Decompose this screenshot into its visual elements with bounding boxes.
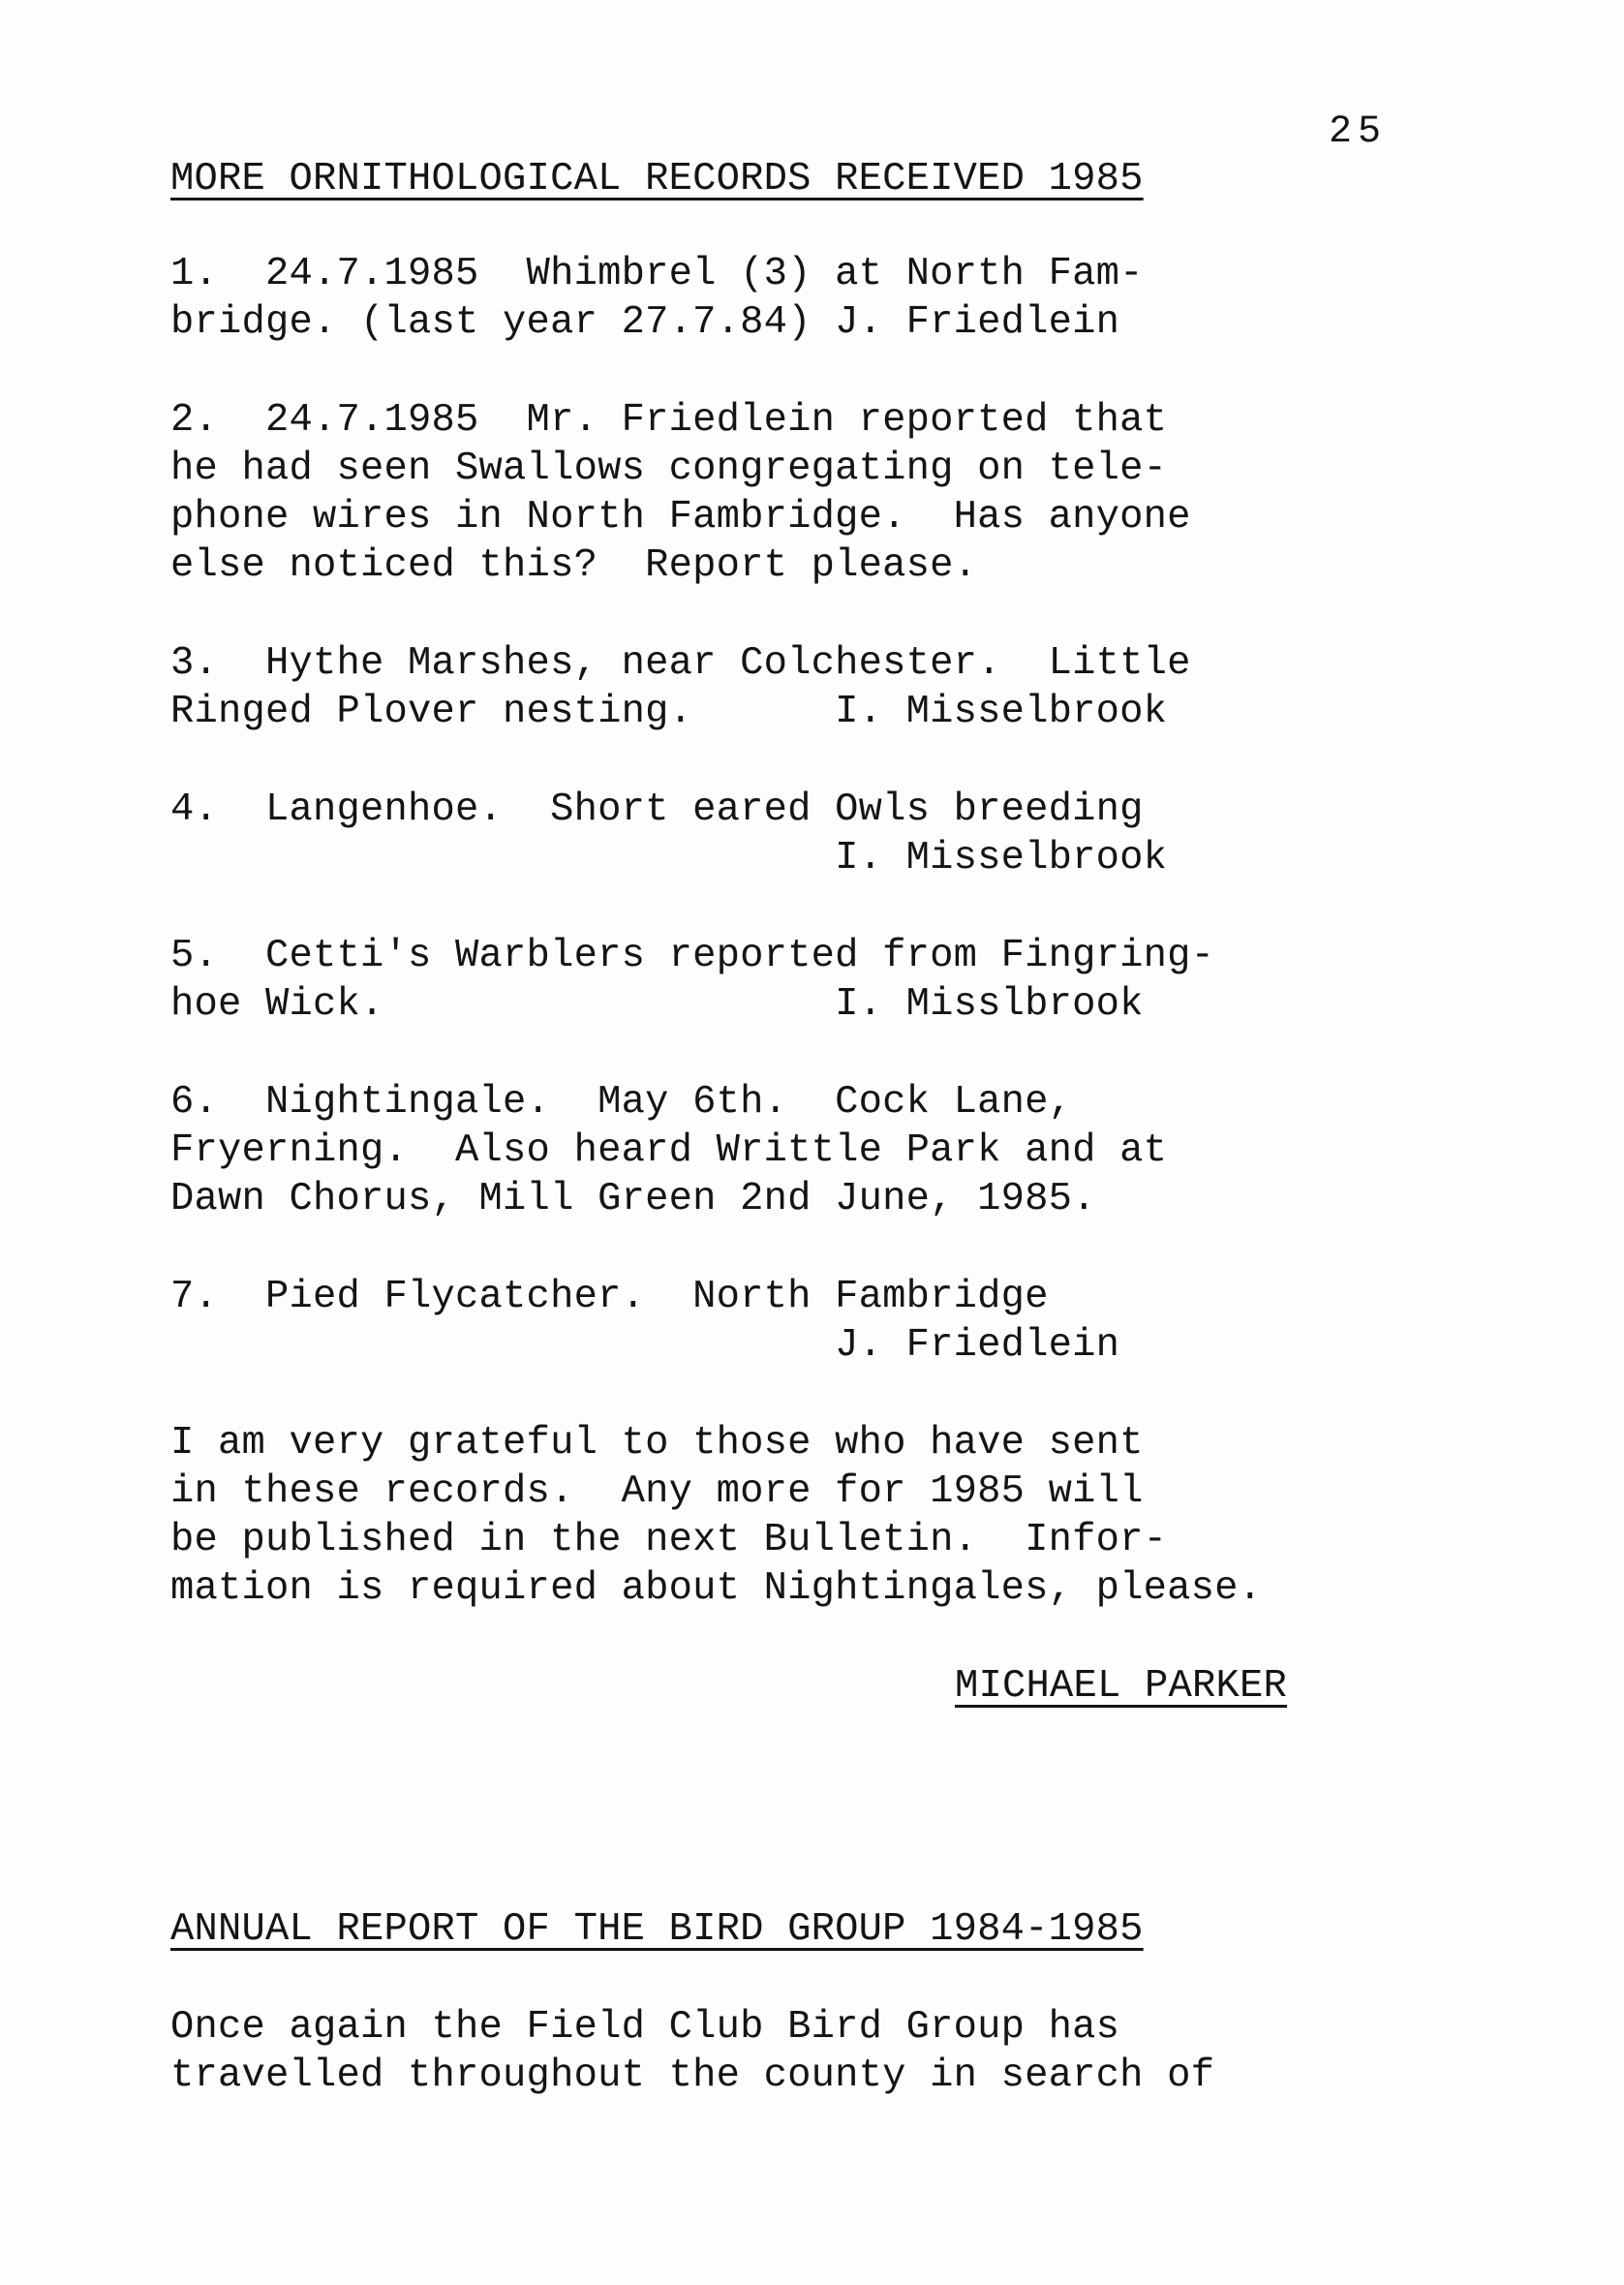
record-2-line-2: he had seen Swallows congregating on tele-: [170, 447, 1168, 491]
closing-line-1: I am very grateful to those who have sent: [170, 1421, 1144, 1466]
record-4-line-1: 4. Langenhoe. Short eared Owls breeding: [170, 787, 1144, 832]
record-6-line-1: 6. Nightingale. May 6th. Cock Lane,: [170, 1080, 1073, 1125]
record-3-line-2: Ringed Plover nesting. I. Misselbrook: [170, 690, 1168, 734]
record-5-line-1: 5. Cetti's Warblers reported from Fingring-: [170, 934, 1215, 978]
closing-line-4: mation is required about Nightingales, please.: [170, 1566, 1263, 1611]
record-7-line-1: 7. Pied Flycatcher. North Fambridge: [170, 1275, 1049, 1319]
record-2-line-3: phone wires in North Fambridge. Has anyone: [170, 495, 1191, 540]
record-4-line-2: I. Misselbrook: [170, 836, 1168, 880]
record-6-line-3: Dawn Chorus, Mill Green 2nd June, 1985.: [170, 1177, 1096, 1221]
record-7-line-2: J. Friedlein: [170, 1323, 1120, 1368]
section-heading-records: MORE ORNITHOLOGICAL RECORDS RECEIVED 1985: [170, 157, 1144, 201]
record-6-line-2: Fryerning. Also heard Writtle Park and at: [170, 1128, 1168, 1173]
record-3-line-1: 3. Hythe Marshes, near Colchester. Little: [170, 641, 1191, 686]
annual-report-line-2: travelled throughout the county in search of: [170, 2053, 1215, 2098]
section-heading-annual-report: ANNUAL REPORT OF THE BIRD GROUP 1984-1985: [170, 1907, 1144, 1952]
record-2-line-4: else noticed this? Report please.: [170, 543, 978, 588]
signature: MICHAEL PARKER: [955, 1664, 1288, 1709]
record-1-line-2: bridge. (last year 27.7.84) J. Friedlein: [170, 300, 1120, 345]
page-number: 25: [1329, 110, 1388, 154]
annual-report-line-1: Once again the Field Club Bird Group has: [170, 2005, 1120, 2050]
record-5-line-2: hoe Wick. I. Misslbrook: [170, 982, 1144, 1027]
closing-line-2: in these records. Any more for 1985 will: [170, 1469, 1144, 1514]
record-2-line-1: 2. 24.7.1985 Mr. Friedlein reported that: [170, 398, 1168, 443]
closing-line-3: be published in the next Bulletin. Infor-: [170, 1518, 1168, 1562]
record-1-line-1: 1. 24.7.1985 Whimbrel (3) at North Fam-: [170, 252, 1144, 296]
